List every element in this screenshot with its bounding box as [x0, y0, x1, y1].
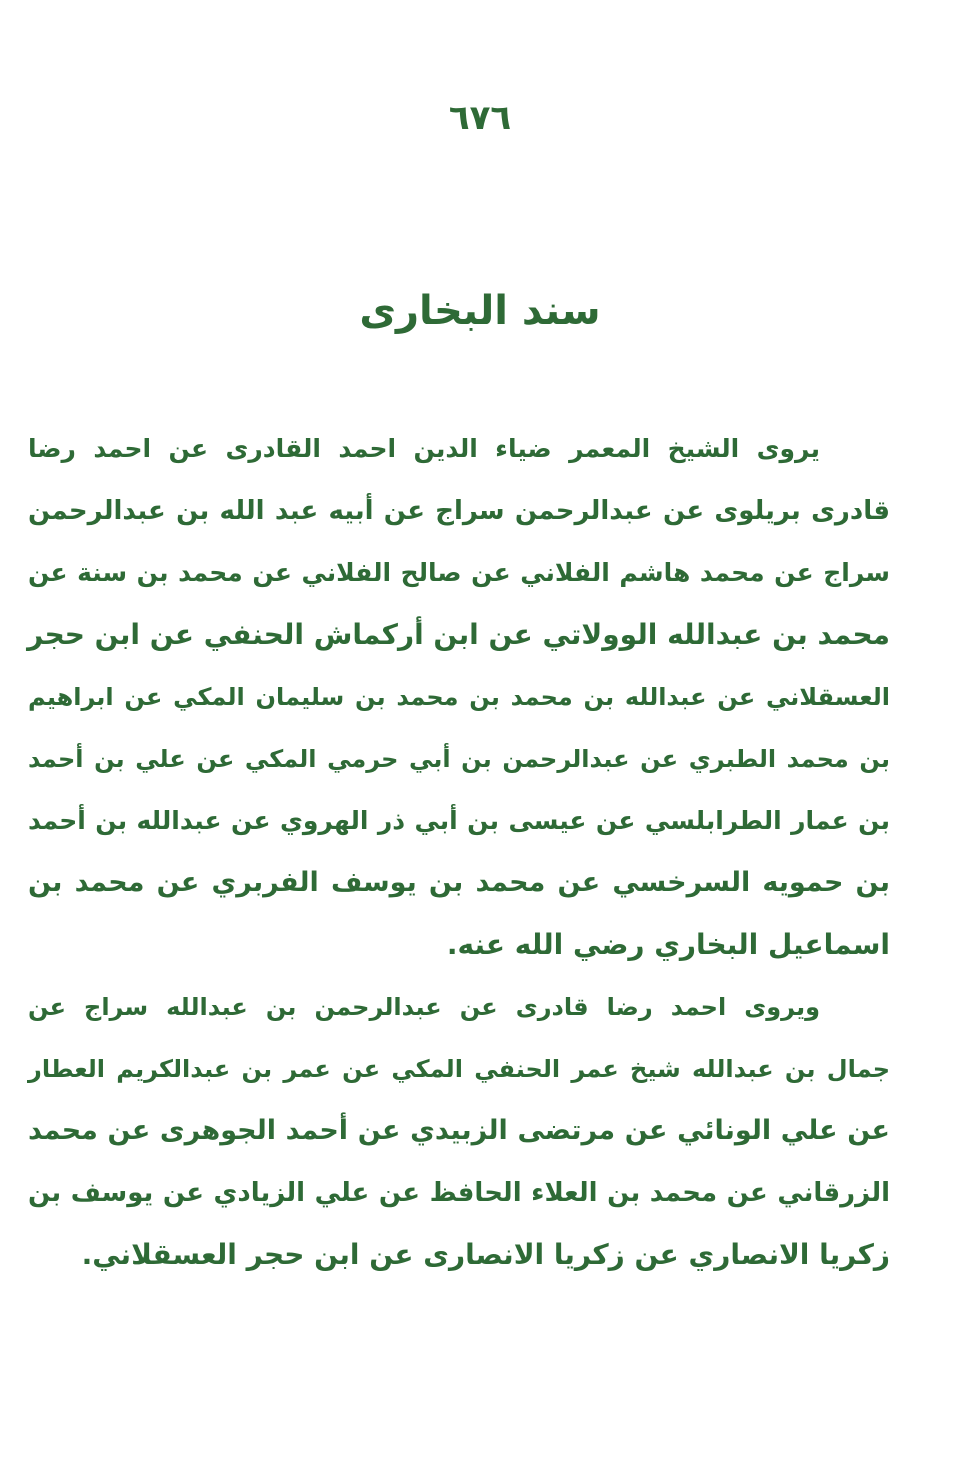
text-line: محمد بن عبدالله الوولاتي عن ابن أركماش الحنفي عن ابن حجر: [27, 618, 890, 651]
paragraph-1: [28, 418, 890, 976]
text-line: الزرقاني عن محمد بن العلاء الحافظ عن علي الزيادي عن يوسف بن: [28, 1178, 890, 1208]
text-line: سراج عن محمد هاشم الفلاني عن صالح الفلاني عن محمد بن سنة عن: [28, 558, 890, 587]
document-body: [28, 418, 890, 1286]
text-line: اسماعيل البخاري رضي الله عنه.: [446, 928, 890, 961]
text-line: عن علي الونائي عن مرتضى الزبيدي عن أحمد الجوهرى عن محمد: [28, 1115, 890, 1146]
text-line: جمال بن عبدالله شيخ عمر الحنفي المكي عن عمر بن عبدالكريم العطار: [28, 1055, 890, 1083]
page-title: سند البخارى: [359, 288, 601, 334]
text-line: بن عمار الطرابلسي عن عيسى بن أبي ذر الهروي عن عبدالله بن أحمد: [28, 806, 890, 835]
text-line: العسقلاني عن عبدالله بن محمد بن محمد بن سليمان المكي عن ابراهيم: [28, 683, 890, 711]
text-line: بن محمد الطبري عن عبدالرحمن بن أبي حرمي المكي عن علي بن أحمد: [28, 745, 890, 773]
text-line: ويروى احمد رضا قادرى عن عبدالرحمن بن عبدالله سراج عن: [28, 993, 820, 1021]
page-number: ٦٧٦: [448, 98, 512, 138]
paragraph-2: [28, 976, 890, 1286]
text-line: يروى الشيخ المعمر ضياء الدين احمد القادرى عن احمد رضا: [28, 434, 820, 463]
text-line: قادرى بريلوى عن عبدالرحمن سراج عن أبيه عبد الله بن عبدالرحمن: [28, 496, 890, 526]
text-line: زكريا الانصاري عن زكريا الانصارى عن ابن حجر العسقلاني.: [81, 1238, 890, 1271]
text-line: بن حمويه السرخسي عن محمد بن يوسف الفربري عن محمد بن: [28, 867, 890, 898]
